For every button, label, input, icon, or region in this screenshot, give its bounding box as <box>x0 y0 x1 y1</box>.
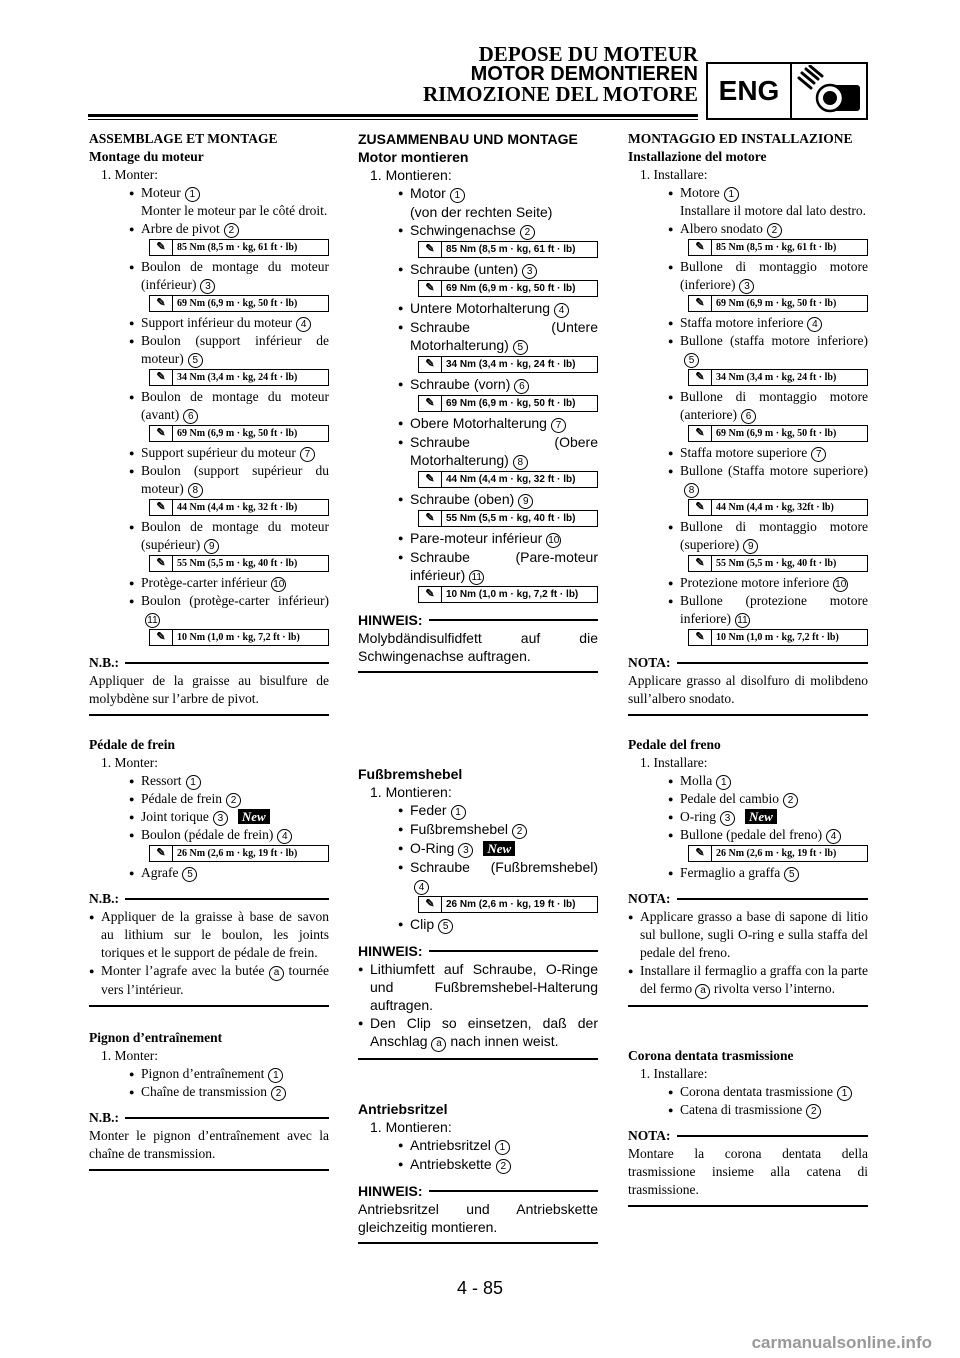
torque-wrench-icon: ✎ <box>150 370 173 385</box>
torque-spec: ✎ 26 Nm (2,6 m · kg, 19 ft · lb) <box>149 845 329 862</box>
list-item: ● Untere Motorhalterung 4 <box>358 299 598 318</box>
note-bullet: ● Den Clip so einsetzen, daß der Anschlag a nach innen weist. <box>358 1014 598 1052</box>
torque-wrench-icon: ✎ <box>150 846 173 861</box>
list-item: ● Arbre de pivot 2 <box>89 220 329 238</box>
section-title: ZUSAMMENBAU UND MONTAGE <box>358 131 578 147</box>
torque-wrench-icon: ✎ <box>689 846 712 861</box>
section-title: Pedale del freno <box>628 737 721 752</box>
section-title: Corona dentata trasmissione <box>628 1048 794 1063</box>
torque-spec: ✎ 44 Nm (4,4 m · kg, 32 ft · lb) <box>418 471 598 488</box>
note-bullet: ● Installare il fermaglio a graffa con la parte del fermo a rivolta verso l’interno. <box>628 962 868 999</box>
torque-spec: ✎ 44 Nm (4,4 m · kg, 32 ft · lb) <box>149 499 329 516</box>
item-detail: Installare il motore dal lato destro. <box>680 203 866 218</box>
torque-wrench-icon: ✎ <box>419 242 442 257</box>
column-italian <box>628 130 868 1207</box>
section-title: ASSEMBLAGE ET MONTAGE <box>89 131 278 146</box>
list-item: ● Pedale del cambio 2 <box>628 790 868 808</box>
step: 1. Montieren: <box>370 1119 452 1135</box>
list-item: ● Motore 1 <box>628 184 868 202</box>
torque-wrench-icon: ✎ <box>150 500 173 515</box>
list-item: ● Bullone di montaggio motore (inferiore) 3 <box>628 258 868 294</box>
torque-spec: ✎ 69 Nm (6,9 m · kg, 50 ft · lb) <box>149 425 329 442</box>
list-item: ● Bullone (protezione motore inferiore) 11 <box>628 592 868 628</box>
list-item: ● O-ring 3 New <box>628 808 868 826</box>
torque-spec: ✎ 85 Nm (8,5 m · kg, 61 ft · lb) <box>149 239 329 256</box>
torque-spec: ✎ 34 Nm (3,4 m · kg, 24 ft · lb) <box>418 356 598 373</box>
torque-wrench-icon: ✎ <box>419 897 442 912</box>
torque-spec: ✎ 69 Nm (6,9 m · kg, 50 ft · lb) <box>688 295 868 312</box>
note-header: NOTA: <box>628 654 868 672</box>
column-german <box>358 130 598 1244</box>
list-item: ● Support supérieur du moteur 7 <box>89 444 329 462</box>
note-divider <box>628 1205 868 1207</box>
torque-wrench-icon: ✎ <box>419 587 442 602</box>
list-item: ● Corona dentata trasmissione 1 <box>628 1083 868 1101</box>
section-subtitle: Montage du moteur <box>89 149 204 164</box>
torque-wrench-icon: ✎ <box>150 240 173 255</box>
list-item: ● Ressort 1 <box>89 772 329 790</box>
step: 1. Monter: <box>101 755 158 770</box>
list-item: ● Schraube (Obere Motorhalterung) 8 <box>358 433 598 470</box>
step: 1. Monter: <box>101 1048 158 1063</box>
note-header: HINWEIS: <box>358 1182 598 1200</box>
note-text: Monter le pignon d’entraînement avec la chaîne de transmission. <box>89 1128 329 1161</box>
note-divider <box>89 1169 329 1171</box>
header-rule <box>88 114 698 117</box>
list-item: ● Moteur 1 <box>89 184 329 202</box>
title-fr: DEPOSE DU MOTEUR <box>478 42 698 66</box>
note-text: Molybdändisulfidfett auf die Schwingenachse auftragen. <box>358 630 598 664</box>
list-item: ● Molla 1 <box>628 772 868 790</box>
torque-spec: ✎ 55 Nm (5,5 m · kg, 40 ft · lb) <box>688 555 868 572</box>
list-item: ● Antriebskette 2 <box>358 1155 598 1174</box>
list-item: ● Pédale de frein 2 <box>89 790 329 808</box>
section-subtitle: Motor montieren <box>358 149 469 165</box>
title-it: RIMOZIONE DEL MOTORE <box>423 82 698 106</box>
torque-wrench-icon: ✎ <box>150 426 173 441</box>
step: 1. Installare: <box>640 1066 708 1081</box>
step: 1. Monter: <box>101 167 158 182</box>
list-item: ● Schraube (oben) 9 <box>358 490 598 509</box>
eng-label: ENG <box>708 64 792 118</box>
list-item: ● Schraube (unten) 3 <box>358 260 598 279</box>
note-bullet: ● Applicare grasso a base di sapone di litio sul bullone, sugli O-ring e sulla staffa del pedale del freno. <box>628 908 868 962</box>
list-item: ● O-Ring 3 New <box>358 839 598 858</box>
torque-wrench-icon: ✎ <box>419 511 442 526</box>
list-item: ● Agrafe 5 <box>89 864 329 882</box>
list-item: ● Catena di trasmissione 2 <box>628 1101 868 1119</box>
torque-wrench-icon: ✎ <box>689 296 712 311</box>
torque-wrench-icon: ✎ <box>419 281 442 296</box>
list-item: ● Bullone (staffa motore inferiore)5 <box>628 332 868 368</box>
torque-wrench-icon: ✎ <box>419 472 442 487</box>
note-text: Montare la corona dentata della trasmissione insieme alla catena di trasmissione. <box>628 1146 868 1197</box>
list-item: ● Pignon d’entraînement 1 <box>89 1065 329 1083</box>
list-item: ● Fermaglio a graffa 5 <box>628 864 868 882</box>
list-item: ● Schraube (vorn) 6 <box>358 375 598 394</box>
torque-spec: ✎ 34 Nm (3,4 m · kg, 24 ft · lb) <box>688 369 868 386</box>
list-item: ● Bullone di montaggio motore (anteriore) 6 <box>628 388 868 424</box>
list-item: ● Protezione motore inferiore 10 <box>628 574 868 592</box>
torque-wrench-icon: ✎ <box>689 556 712 571</box>
list-item: ● Schraube (Fußbremshebel)4 <box>358 858 598 895</box>
list-item: ● Motor 1 <box>358 184 598 203</box>
section-title: Antriebsritzel <box>358 1101 448 1117</box>
torque-wrench-icon: ✎ <box>150 296 173 311</box>
list-item: ● Schwingenachse 2 <box>358 221 598 240</box>
note-header: N.B.: <box>89 890 329 908</box>
torque-wrench-icon: ✎ <box>150 556 173 571</box>
list-item: ● Chaîne de transmission 2 <box>89 1083 329 1101</box>
list-item: ● Boulon de montage du moteur (supérieur) 9 <box>89 518 329 554</box>
torque-spec: ✎ 85 Nm (8,5 m · kg, 61 ft · lb) <box>688 239 868 256</box>
torque-spec: ✎ 44 Nm (4,4 m · kg, 32ft · lb) <box>688 499 868 516</box>
list-item: ● Obere Motorhalterung 7 <box>358 414 598 433</box>
list-item: ● Boulon (protège-carter inférieur)11 <box>89 592 329 628</box>
list-item: ● Boulon de montage du moteur (inférieur) 3 <box>89 258 329 294</box>
torque-wrench-icon: ✎ <box>419 396 442 411</box>
list-item: ● Bullone (pedale del freno) 4 <box>628 826 868 844</box>
section-title: MONTAGGIO ED INSTALLAZIONE <box>628 131 853 146</box>
torque-wrench-icon: ✎ <box>419 357 442 372</box>
torque-spec: ✎ 10 Nm (1,0 m · kg, 7,2 ft · lb) <box>418 586 598 603</box>
list-item: ● Antriebsritzel 1 <box>358 1136 598 1155</box>
note-header: NOTA: <box>628 890 868 908</box>
note-text: Applicare grasso al disolfuro di molibdeno sull’albero snodato. <box>628 673 868 706</box>
item-detail: (von der rechten Seite) <box>410 204 553 220</box>
list-item: ● Protège-carter inférieur 10 <box>89 574 329 592</box>
step: 1. Montieren: <box>370 784 452 800</box>
list-item: ● Schraube (Pare-moteur inférieur) 11 <box>358 548 598 585</box>
title-de: MOTOR DEMONTIEREN <box>470 63 698 85</box>
note-divider <box>358 1242 598 1244</box>
list-item: ● Joint torique 3 New <box>89 808 329 826</box>
section-title: Fußbremshebel <box>358 766 463 782</box>
column-french <box>89 130 329 1171</box>
step: 1. Installare: <box>640 755 708 770</box>
note-header: N.B.: <box>89 1109 329 1127</box>
torque-spec: ✎ 26 Nm (2,6 m · kg, 19 ft · lb) <box>688 845 868 862</box>
engine-icon <box>792 64 866 118</box>
torque-wrench-icon: ✎ <box>689 500 712 515</box>
torque-wrench-icon: ✎ <box>689 630 712 645</box>
watermark: carmanualsonline.info <box>751 1333 932 1352</box>
torque-spec: ✎ 10 Nm (1,0 m · kg, 7,2 ft · lb) <box>149 629 329 646</box>
new-part-badge: New <box>483 841 515 856</box>
torque-spec: ✎ 55 Nm (5,5 m · kg, 40 ft · lb) <box>149 555 329 572</box>
section-subtitle: Installazione del motore <box>628 149 767 164</box>
note-bullet: ● Monter l’agrafe avec la butée a tournée vers l’intérieur. <box>89 962 329 999</box>
list-item: ● Pare-moteur inférieur 10 <box>358 529 598 548</box>
note-bullet: ● Appliquer de la graisse à base de savon au lithium sur le boulon, les joints toriques et le support de pédale de frein. <box>89 908 329 962</box>
torque-wrench-icon: ✎ <box>689 426 712 441</box>
eng-section-badge <box>706 62 868 120</box>
list-item: ● Boulon (support inférieur de moteur) 5 <box>89 332 329 368</box>
torque-spec: ✎ 85 Nm (8,5 m · kg, 61 ft · lb) <box>418 241 598 258</box>
torque-spec: ✎ 26 Nm (2,6 m · kg, 19 ft · lb) <box>418 896 598 913</box>
torque-spec: ✎ 34 Nm (3,4 m · kg, 24 ft · lb) <box>149 369 329 386</box>
list-item: ● Bullone (Staffa motore superiore)8 <box>628 462 868 498</box>
torque-spec: ✎ 69 Nm (6,9 m · kg, 50 ft · lb) <box>418 280 598 297</box>
new-part-badge: New <box>238 809 270 824</box>
list-item: ● Support inférieur du moteur 4 <box>89 314 329 332</box>
header-rule-thin <box>88 119 698 120</box>
note-text: Antriebsritzel und Antriebskette gleichzeitig montieren. <box>358 1201 598 1235</box>
torque-wrench-icon: ✎ <box>150 630 173 645</box>
note-header: NOTA: <box>628 1127 868 1145</box>
step: 1. Montieren: <box>370 167 452 183</box>
list-item: ● Boulon (support supérieur du moteur) 8 <box>89 462 329 498</box>
torque-spec: ✎ 69 Nm (6,9 m · kg, 50 ft · lb) <box>688 425 868 442</box>
page-number: 4 - 85 <box>456 1278 504 1298</box>
list-item: ● Fußbremshebel 2 <box>358 820 598 839</box>
step: 1. Installare: <box>640 167 708 182</box>
torque-spec: ✎ 10 Nm (1,0 m · kg, 7,2 ft · lb) <box>688 629 868 646</box>
list-item: ● Staffa motore inferiore 4 <box>628 314 868 332</box>
note-header: HINWEIS: <box>358 942 598 960</box>
note-header: HINWEIS: <box>358 611 598 629</box>
list-item: ● Staffa motore superiore 7 <box>628 444 868 462</box>
section-title: Pignon d’entraînement <box>89 1030 223 1045</box>
torque-wrench-icon: ✎ <box>689 370 712 385</box>
note-header: N.B.: <box>89 654 329 672</box>
torque-wrench-icon: ✎ <box>689 240 712 255</box>
list-item: ● Schraube (Untere Motorhalterung) 5 <box>358 318 598 355</box>
note-bullet: ● Lithiumfett auf Schraube, O-Ringe und Fußbremshebel-Halterung auftragen. <box>358 960 598 1014</box>
section-title: Pédale de frein <box>89 737 175 752</box>
list-item: ● Clip 5 <box>358 915 598 934</box>
torque-spec: ✎ 69 Nm (6,9 m · kg, 50 ft · lb) <box>418 395 598 412</box>
list-item: ● Boulon (pédale de frein) 4 <box>89 826 329 844</box>
note-text: Appliquer de la graisse au bisulfure de molybdène sur l’arbre de pivot. <box>89 673 329 706</box>
item-detail: Monter le moteur par le côté droit. <box>141 203 328 218</box>
list-item: ● Albero snodato 2 <box>628 220 868 238</box>
list-item: ● Bullone di montaggio motore (superiore) 9 <box>628 518 868 554</box>
list-item: ● Boulon de montage du moteur (avant) 6 <box>89 388 329 424</box>
torque-spec: ✎ 55 Nm (5,5 m · kg, 40 ft · lb) <box>418 510 598 527</box>
torque-spec: ✎ 69 Nm (6,9 m · kg, 50 ft · lb) <box>149 295 329 312</box>
page-header <box>423 44 698 104</box>
list-item: ● Feder 1 <box>358 801 598 820</box>
new-part-badge: New <box>745 809 777 824</box>
